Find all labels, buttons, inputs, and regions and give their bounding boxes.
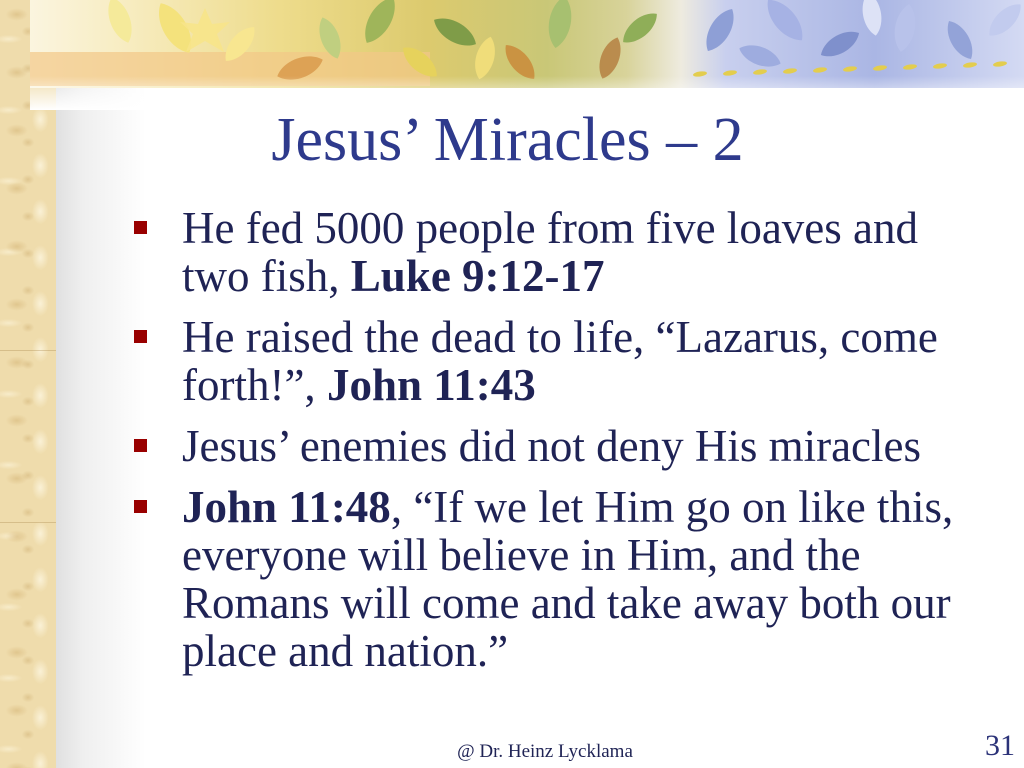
bullet-text: Jesus’ enemies did not deny His miracles	[182, 421, 922, 471]
bullet-text: He raised the dead to life, “Lazarus, come forth!”,	[182, 312, 938, 410]
border-seam	[0, 522, 56, 523]
bullet-text: , “If we let Him go on like this, everyone will believe in Him, and the Romans will come and take away both our place and nation.”	[182, 482, 954, 676]
decorative-leaf-banner	[0, 0, 1024, 120]
bullet-item	[182, 313, 987, 409]
bullet-item	[182, 422, 987, 470]
bullet-text: He fed 5000 people from five loaves and two fish,	[182, 203, 918, 301]
square-bullet-icon	[134, 500, 147, 513]
slide-title: Jesus’ Miracles – 2	[271, 106, 744, 174]
bullet-reference: John 11:43	[326, 360, 536, 410]
square-bullet-icon	[134, 330, 147, 343]
square-bullet-icon	[134, 439, 147, 452]
bullet-list	[182, 204, 987, 688]
square-bullet-icon	[134, 221, 147, 234]
border-seam	[0, 350, 56, 351]
bullet-reference: Luke 9:12-17	[350, 251, 605, 301]
bullet-reference: John 11:48	[182, 482, 391, 532]
bullet-item	[182, 204, 987, 300]
footer-credit: @ Dr. Heinz Lycklama	[457, 741, 633, 762]
bullet-item	[182, 483, 987, 675]
page-number: 31	[985, 729, 1015, 762]
